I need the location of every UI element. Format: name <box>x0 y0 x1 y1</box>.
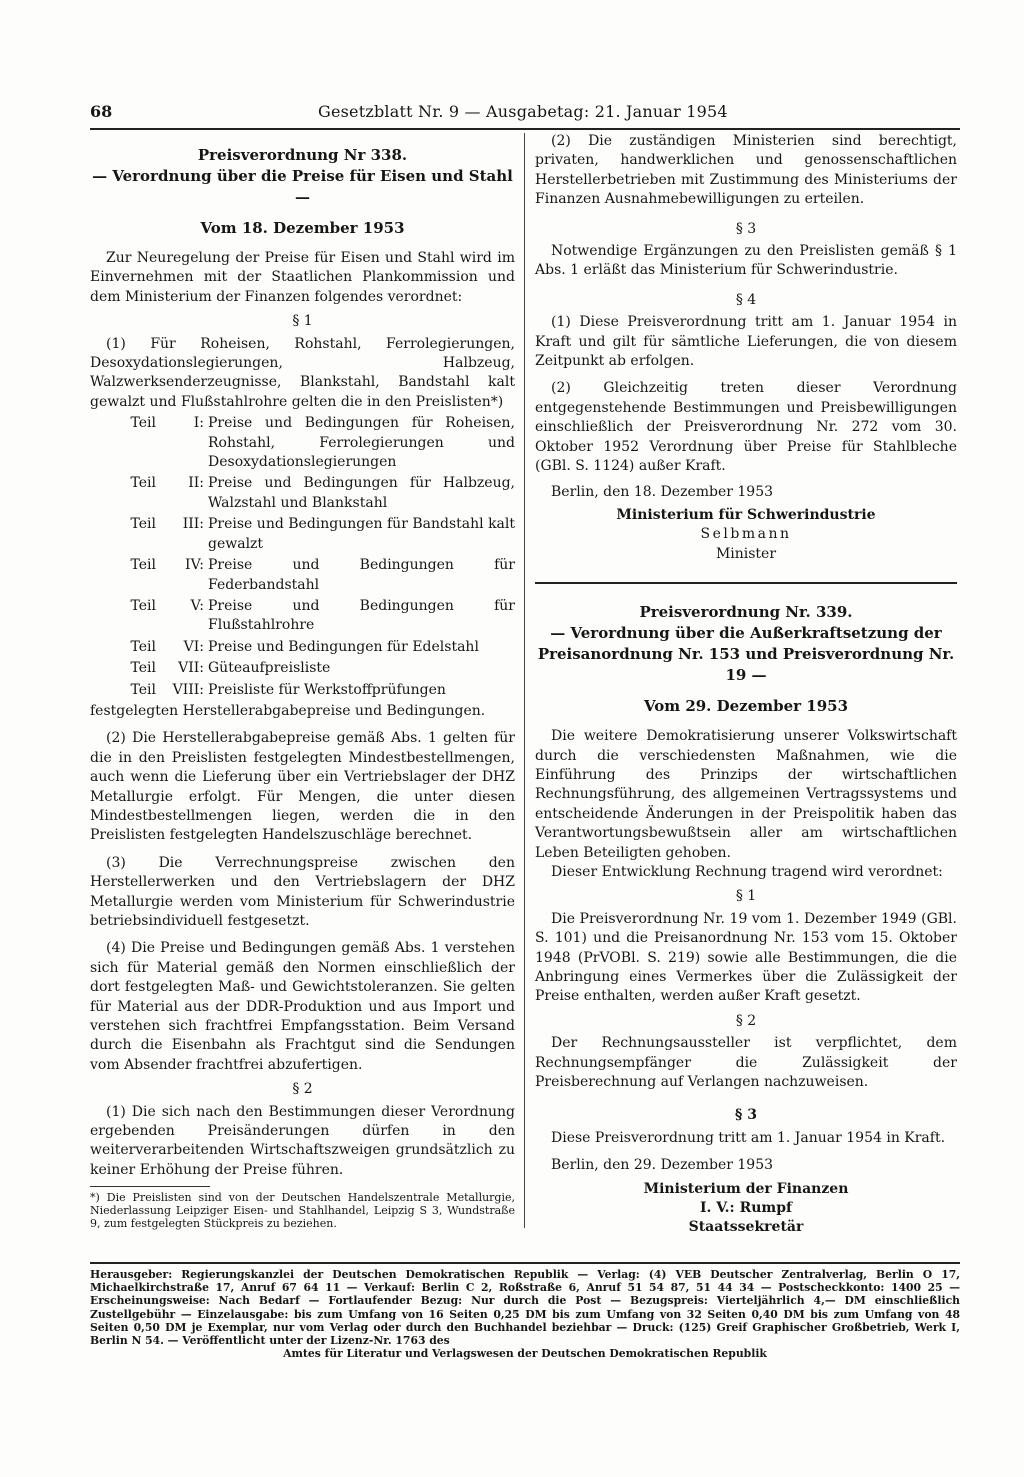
ord338-s4-p1: (1) Diese Preisverordnung tritt am 1. Januar 1954 in Kraft und gilt für sämtliche Lieferungen, die von diesem Zeitpunkt ab erfolgen. <box>535 314 957 370</box>
teil-text: Preise und Bedingungen für Edelstahl <box>208 638 479 655</box>
ord339-s3-heading: § 3 <box>735 1107 757 1124</box>
teil-text: Güteaufpreisliste <box>208 660 331 677</box>
teil-number: VI: <box>183 638 204 655</box>
ord339-s2-p1: Der Rechnungsaussteller ist verpflichtet, dem Rechnungsempfänger die Zulässigkeit der Preisberechnung auf Verlangen nachzuweisen. <box>535 1035 957 1091</box>
teil-number: V: <box>190 597 204 614</box>
teil-text: Preise und Bedingungen für Halbzeug, Walzstahl und Blankstahl <box>208 475 515 511</box>
page-number: 68 <box>90 102 113 121</box>
teil-text: Preise und Bedingungen für Bandstahl kalt gewalzt <box>208 516 515 552</box>
teil-item <box>90 659 515 678</box>
footnote: *) Die Preislisten sind von der Deutschen Handelszentrale Metallurgie, Niederlassung Leipziger Eisen- und Stahlhandel, Leipzig S 3, Wundstraße 9, zum festgelegten Stückpreis zu beziehen. <box>90 1191 515 1231</box>
teil-item <box>90 414 515 472</box>
teil-list <box>90 414 515 700</box>
ord338-subtitle: — Verordnung über die Preise für Eisen und Stahl — <box>92 167 513 206</box>
teil-item <box>90 556 515 595</box>
ord339-s1-p1: Die Preisverordnung Nr. 19 vom 1. Dezember 1949 (GBl. S. 101) und die Preisanordnung Nr. 153 vom 15. Oktober 1948 (PrVOBl. S. 219) sowie alle Bestimmungen, die die Anbringung eines Vermerkes über die Zulässigkeit der Preise enthalten, werden außer Kraft gesetzt. <box>535 910 957 1005</box>
ord338-s2-p2: (2) Die zuständigen Ministerien sind berechtigt, privaten, handwerklichen und genossenschaftlichen Herstellerbetrieben mit Zustimmung des Ministeriums der Finanzen Ausnahmebewilligungen zu erteilen. <box>535 133 957 208</box>
ord339-place-date: Berlin, den 29. Dezember 1953 <box>551 1157 774 1174</box>
section-divider <box>535 582 957 584</box>
ord339-signature-name: I. V.: Rumpf <box>699 1200 793 1217</box>
ord339-s1-heading: § 1 <box>735 888 757 905</box>
teil-number: VIII: <box>172 681 204 698</box>
ord338-s4-heading: § 4 <box>735 291 757 308</box>
teil-label: Teil <box>130 557 156 574</box>
left-column <box>90 145 515 1241</box>
teil-text: Preise und Bedingungen für Flußstahlrohre <box>208 597 515 634</box>
ord338-s1-p4: (4) Die Preise und Bedingungen gemäß Abs. 1 verstehen sich für Material gemäß den Normen einschließlich der dort festgelegten Maß- und Gewichtstoleranzen. Sie gelten für Material aus der DDR-Produktion und aus Import und verstehen sich frachtfrei Empfangsstation. Beim Versand durch die Eisenbahn als Frachtgut sind die Sendungen vom Absender frachtfrei abzufertigen. <box>90 940 515 1073</box>
teil-label: Teil <box>130 681 156 698</box>
teil-text: Preisliste für Werkstoffprüfungen <box>208 681 446 698</box>
ord339-s2-heading: § 2 <box>735 1012 757 1029</box>
teil-item <box>90 515 515 554</box>
teil-item <box>90 681 515 700</box>
ord338-s4-p2: (2) Gleichzeitig treten dieser Verordnung entgegenstehende Bestimmungen und Preisbewilligungen einschließlich der Preisverordnung Nr. 272 vom 30. Oktober 1952 Verordnung über Preise für Stahlbleche (GBl. S. 1124) außer Kraft. <box>535 380 957 475</box>
ord339-intro1: Die weitere Demokratisierung unserer Volkswirtschaft durch die verschiedensten Maßnahmen, wie die Einführung des Prinzips der wirtschaftlichen Rechnungsführung, des allgemeinen Vertragssystems und entscheidende Änderungen in der Preispolitik haben das Verantwortungsbewußtsein aller am wirtschaftlichen Leben Beteiligten gehoben. <box>535 728 957 861</box>
imprint-last-line: Amtes für Literatur und Verlagswesen der Deutschen Demokratischen Republik <box>283 1347 767 1361</box>
ord339-s3-p1: Diese Preisverordnung tritt am 1. Januar 1954 in Kraft. <box>551 1129 946 1146</box>
page-header <box>90 100 960 130</box>
teil-text: Preise und Bedingungen für Roheisen, Rohstahl, Ferrolegierungen und Desoxydationslegierungen <box>208 415 515 471</box>
right-column <box>535 132 957 1238</box>
ord339-subtitle: — Verordnung über die Außerkraftsetzung der Preisanordnung Nr. 153 und Preisverordnung Nr. 19 — <box>537 624 955 685</box>
teil-number: II: <box>188 475 204 492</box>
teil-label: Teil <box>130 415 156 432</box>
ord338-s2-heading: § 2 <box>292 1081 313 1098</box>
teil-item <box>90 638 515 657</box>
teil-number: VII: <box>178 660 204 677</box>
teil-item <box>90 597 515 636</box>
ord338-s1-p2: (2) Die Herstellerabgabepreise gemäß Abs. 1 gelten für die in den Preislisten festgelegten Mindestbestellmengen, auch wenn die Lieferung über ein Vertriebslager der DHZ Metallurgie erfolgt. Für Mengen, die unter diesen Mindestbestellmengen liegen, werden die in den Preislisten festgelegten Handelszuschläge berechnet. <box>90 730 515 844</box>
imprint-text: Herausgeber: Regierungskanzlei der Deutschen Demokratischen Republik — Verlag: (4) VEB Deutscher Zentralverlag, Berlin O 17, Michaelkirchstraße 17, Anruf 67 64 11 — Verkauf: Berlin C 2, Roßstraße 6, Anruf 51 54 87, 51 44 34 — Postscheckkonto: 1400 25 — Erscheinungsweise: Nach Bedarf — Fortlaufender Bezug: Nur durch die Post — Bezugspreis: Vierteljährlich 4,— DM einschließlich Zustellgebühr — Einzelausgabe: bis zum Umfang von 16 Seiten 0,25 DM bis zum Umfang von 32 Seiten 0,40 DM bis zum Umfang von 48 Seiten 0,50 DM je Exemplar, nur vom Verlag oder durch den Buchhandel beziehbar — Druck: (125) Greif Graphischer Großbetrieb, Werk I, Berlin N 54. — Veröffentlicht unter der Lizenz-Nr. 1763 des <box>90 1268 960 1348</box>
ord338-signature-ministry: Ministerium für Schwerindustrie <box>616 506 876 523</box>
ord339-date: Vom 29. Dezember 1953 <box>643 697 849 716</box>
ord339-signature-ministry: Ministerium der Finanzen <box>643 1180 849 1197</box>
running-head: Gesetzblatt Nr. 9 — Ausgabetag: 21. Januar 1954 <box>318 102 728 121</box>
teil-label: Teil <box>130 475 156 492</box>
ord338-s1-after: festgelegten Herstellerabgabepreise und Bedingungen. <box>90 702 486 719</box>
ord338-place-date: Berlin, den 18. Dezember 1953 <box>551 483 774 500</box>
ord338-s3-heading: § 3 <box>735 220 757 237</box>
ord338-s1-p1: (1) Für Roheisen, Rohstahl, Ferrolegierungen, Desoxydationslegierungen, Halbzeug, Walzwerksenderzeugnisse, Blankstahl, Bandstahl kalt gewalzt und Flußstahlrohre gelten die in den Preislisten*) <box>90 335 515 410</box>
ord338-s1-p3: (3) Die Verrechnungspreise zwischen den Herstellerwerken und den Vertriebslagern der DHZ Metallurgie werden vom Ministerium für Schwerindustrie betriebsindividuell festgesetzt. <box>90 854 515 929</box>
ord339-intro2: Dieser Entwicklung Rechnung tragend wird verordnet: <box>551 863 943 880</box>
teil-label: Teil <box>130 597 156 614</box>
teil-label: Teil <box>130 516 156 533</box>
publisher-imprint <box>90 1262 960 1360</box>
ord338-s2-p1: (1) Die sich nach den Bestimmungen dieser Verordnung ergebenden Preisänderungen dürfen in den weiterverarbeitenden Wirtschaftszweigen grundsätzlich zu keiner Erhöhung der Preise führen. <box>90 1103 515 1178</box>
teil-number: III: <box>182 516 204 533</box>
ord338-date: Vom 18. Dezember 1953 <box>200 219 405 237</box>
ord338-s1-heading: § 1 <box>292 313 313 330</box>
ord338-title: Preisverordnung Nr 338. <box>197 146 408 164</box>
ord338-signature-name: Selbmann <box>700 526 792 543</box>
ord339-signature-title: Staatssekretär <box>688 1219 804 1236</box>
teil-number: IV: <box>185 557 204 574</box>
teil-label: Teil <box>130 660 156 677</box>
ord338-intro: Zur Neuregelung der Preise für Eisen und Stahl wird im Einvernehmen mit der Staatlichen Plankommission und dem Ministerium der Finanzen folgendes verordnet: <box>90 250 515 305</box>
ord338-s3-p1: Notwendige Ergänzungen zu den Preislisten gemäß § 1 Abs. 1 erläßt das Ministerium für Schwerindustrie. <box>535 243 957 279</box>
teil-text: Preise und Bedingungen für Federbandstahl <box>208 557 515 593</box>
teil-item <box>90 474 515 513</box>
teil-label: Teil <box>130 638 156 655</box>
ord338-signature-title: Minister <box>715 545 777 562</box>
teil-number: I: <box>193 415 204 432</box>
ord339-title: Preisverordnung Nr. 339. <box>639 603 853 622</box>
footnote-rule <box>90 1186 210 1187</box>
column-divider <box>524 133 525 1228</box>
